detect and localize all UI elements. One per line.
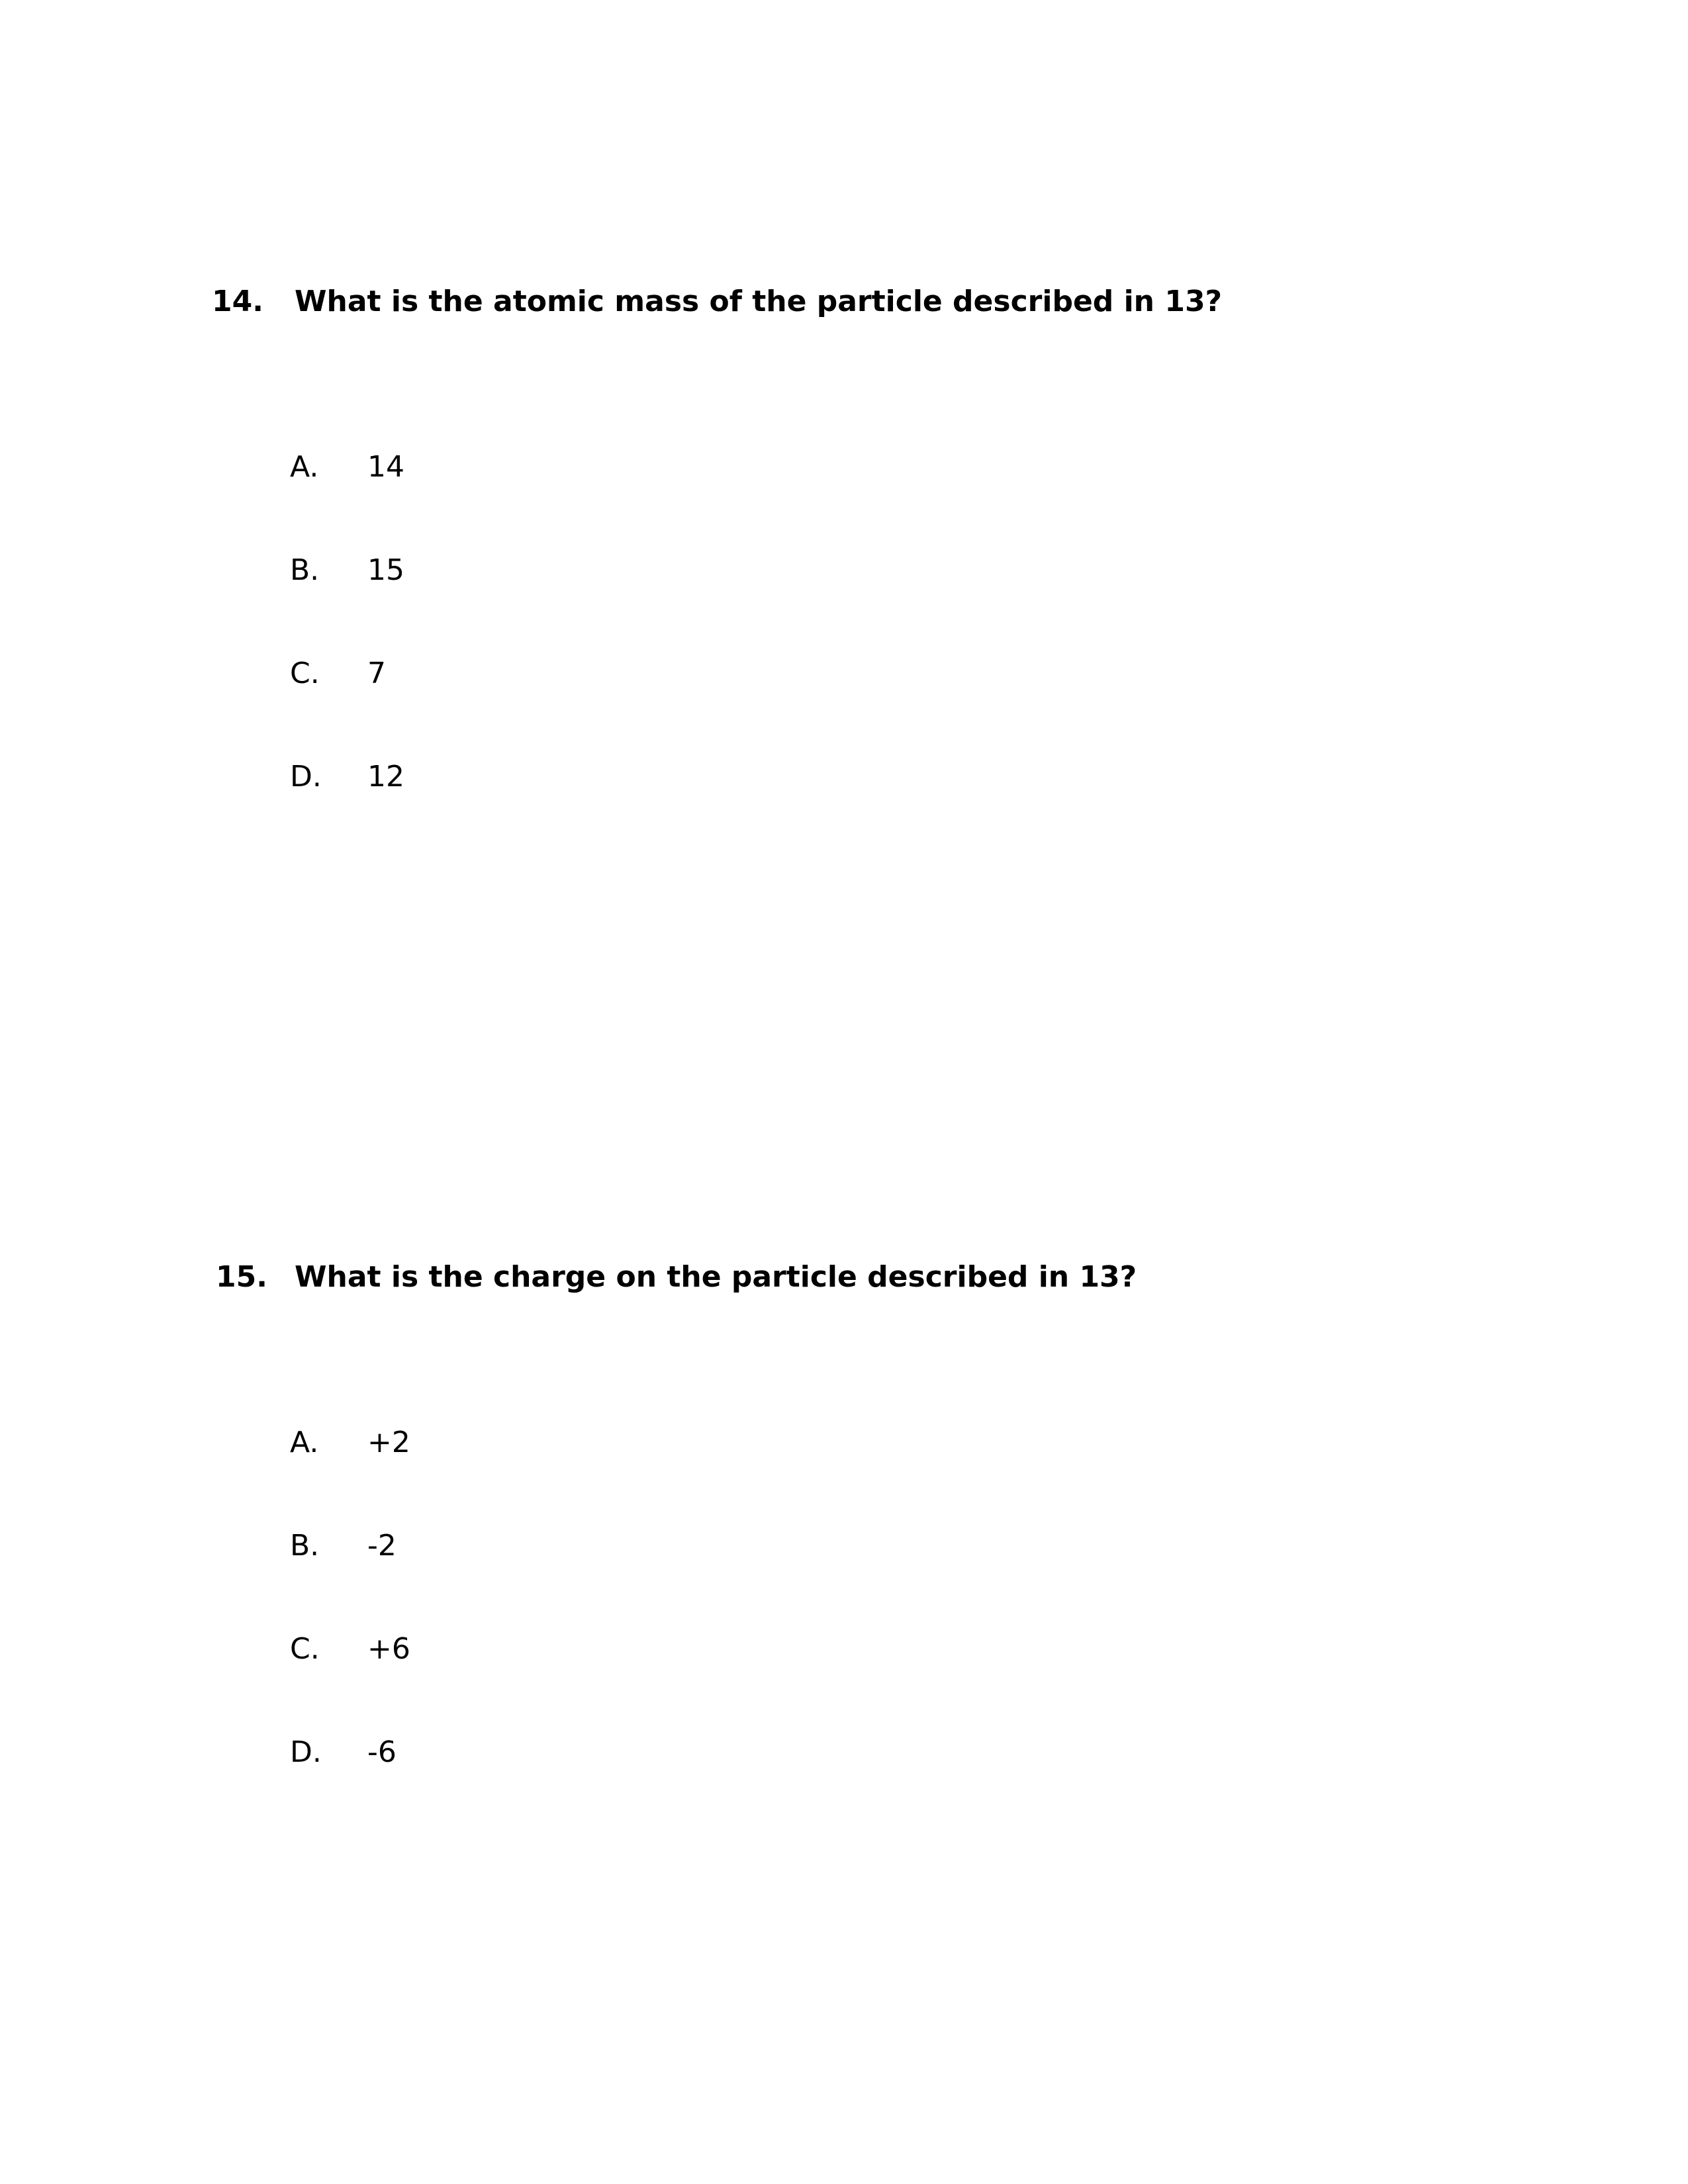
choice-letter: C. <box>290 1632 320 1666</box>
choice-value: 7 <box>367 657 386 690</box>
choice-letter: A. <box>290 450 319 484</box>
choice-value: -2 <box>367 1529 397 1563</box>
choice-letter: D. <box>290 760 322 794</box>
choice-letter: D. <box>290 1735 322 1769</box>
choice-letter: B. <box>290 1529 320 1563</box>
question-number: 14. <box>212 285 263 318</box>
choice-value: +6 <box>367 1632 410 1666</box>
choice-letter: A. <box>290 1426 319 1459</box>
choice-letter: B. <box>290 553 320 587</box>
choice-value: 14 <box>367 450 404 484</box>
choice-value: 15 <box>367 553 404 587</box>
question-text: What is the charge on the particle described in 13? <box>295 1260 1137 1294</box>
choice-letter: C. <box>290 657 320 690</box>
question-number: 15. <box>216 1260 267 1294</box>
choice-value: 12 <box>367 760 404 794</box>
choice-value: +2 <box>367 1426 410 1459</box>
question-text: What is the atomic mass of the particle described in 13? <box>295 285 1223 318</box>
choice-value: -6 <box>367 1735 397 1769</box>
